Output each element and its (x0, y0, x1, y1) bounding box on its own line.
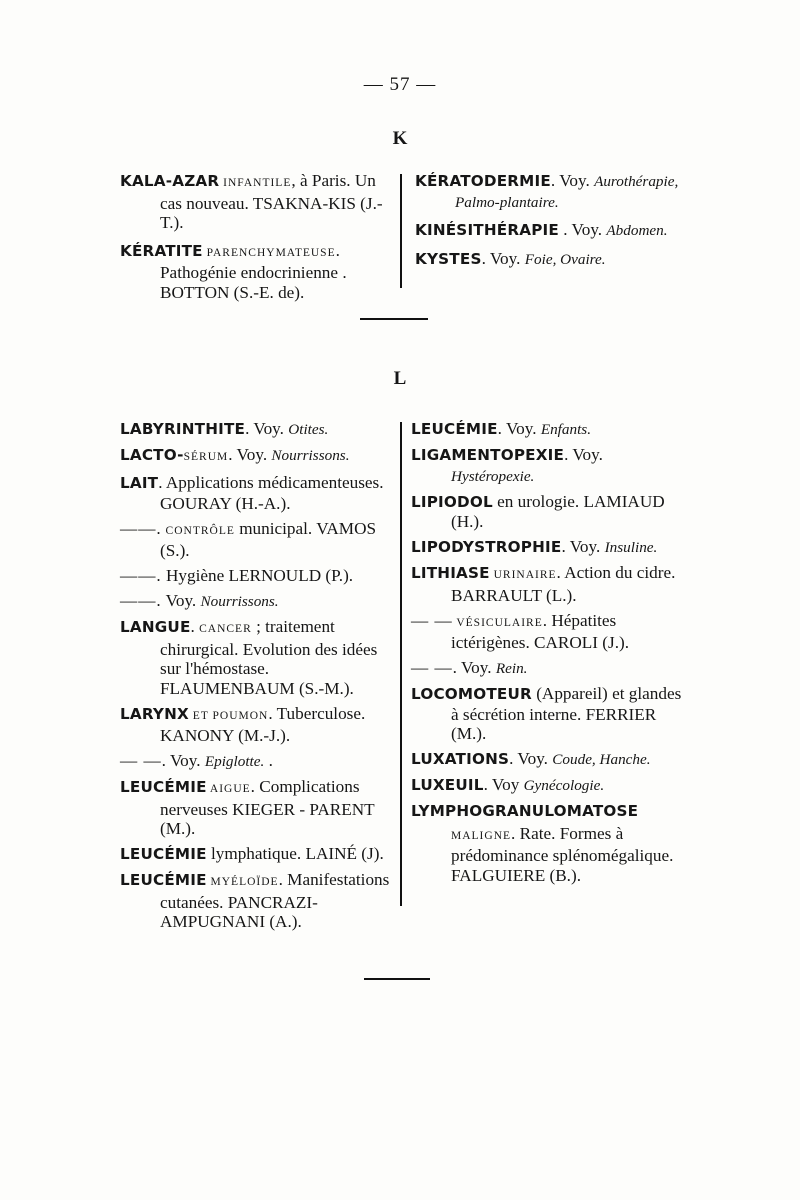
index-entry (411, 537, 687, 558)
index-entry (120, 473, 392, 513)
entry-cross-reference: Nourrissons. (271, 447, 350, 464)
entry-text: . Voy. (497, 419, 541, 438)
index-entry (120, 591, 392, 612)
section-k-left-column (120, 171, 388, 310)
entry-headword: LIGAMENTOPEXIE (411, 446, 565, 464)
entry-text: . Voy. (550, 171, 595, 190)
entry-text: . Voy. (509, 749, 553, 768)
entry-headword: LUXEUIL (411, 776, 484, 794)
entry-headword: KÉRATITE (120, 241, 203, 260)
section-l-right-column (411, 419, 687, 891)
entry-qualifier: CANCER (199, 623, 252, 635)
index-entry (120, 777, 392, 839)
index-entry (120, 566, 392, 586)
entry-headword: LITHIASE (411, 564, 490, 582)
index-entry (411, 684, 687, 744)
entry-text: . Voy. (481, 248, 525, 268)
index-entry (415, 220, 683, 241)
entry-text: . Voy (483, 775, 524, 794)
entry-cross-reference: Rein. (495, 660, 528, 677)
entry-ditto-dash: ——. (120, 518, 162, 538)
section-separator-rule (360, 318, 428, 320)
entry-text: . Voy. (228, 445, 272, 464)
entry-text: . Rate. Formes à prédominance splénomégalique. FALGUIERE (B.). (451, 823, 674, 885)
entry-headword: LYMPHOGRANULOMATOSE (411, 802, 639, 820)
index-entry (411, 658, 687, 679)
entry-cross-reference: Hystéropexie. (451, 467, 535, 485)
entry-text: ; traitement chirurgical. Evolution des idées sur l'hémostase. FLAUMENBAUM (S.-M.). (160, 617, 378, 698)
entry-headword: KÉRATODERMIE (415, 172, 551, 190)
entry-qualifier: MALIGNE (451, 829, 512, 842)
entry-qualifier: CONTRÔLE (161, 524, 235, 537)
entry-ditto-dash: — — (411, 610, 453, 630)
entry-text: en urologie. LAMIAUD (H.). (451, 491, 665, 531)
entry-text: . Voy. (161, 751, 205, 770)
entry-headword: LEUCÉMIE (411, 420, 498, 438)
entry-cross-reference: Abdomen. (606, 222, 668, 239)
entry-cross-reference: Gynécologie. (523, 777, 605, 794)
entry-cross-reference: Epiglotte. (204, 753, 265, 770)
index-entry (120, 844, 392, 865)
entry-text: . Manifestations cutanées. PANCRAZI-AMPUGNANI (A.). (160, 870, 390, 931)
entry-text: . Voy. (561, 537, 605, 556)
entry-ditto-dash: ——. (120, 591, 162, 610)
entry-ditto-dash: — — (120, 751, 162, 770)
section-l-left-column (120, 419, 392, 937)
index-entry (120, 519, 392, 561)
index-entry (120, 617, 392, 698)
entry-ditto-dash: ——. (120, 566, 162, 585)
section-letter-l: L (393, 368, 407, 389)
page-number: — 57 — (363, 74, 437, 95)
index-entry (411, 775, 687, 796)
bottom-rule (364, 978, 430, 980)
entry-text: . Voy. (564, 445, 603, 464)
entry-text: . Voy. (245, 419, 289, 438)
index-entry (120, 870, 392, 932)
index-entry (411, 419, 687, 440)
entry-headword: LANGUE (120, 618, 191, 636)
entry-qualifier: VÉSICULAIRE (452, 616, 543, 629)
column-divider-l (400, 422, 402, 906)
entry-headword: LEUCÉMIE (120, 778, 207, 796)
entry-text: . Pathogénie endocrinienne . BOTTON (S.-E. de). (160, 240, 347, 302)
entry-cross-reference: Nourrissons. (200, 593, 279, 610)
index-entry (120, 445, 392, 468)
entry-text: . Complications nerveuses KIEGER - PARENT (M.). (160, 777, 375, 838)
index-entry (120, 241, 388, 303)
entry-cross-reference: Coude, Hanche. (552, 751, 651, 768)
entry-text: municipal. VAMOS (S.). (160, 518, 377, 560)
index-entry (415, 171, 683, 212)
index-entry (120, 419, 392, 440)
entry-headword: LABYRINTHITE (120, 420, 246, 438)
entry-text: . (190, 617, 200, 636)
entry-cross-reference: Aurothérapie, Palmo-plantaire. (455, 173, 679, 211)
index-entry (120, 704, 392, 746)
entry-headword: LACTO- (120, 446, 184, 464)
entry-headword: KALA-AZAR (120, 172, 220, 190)
entry-headword: LUXATIONS (411, 750, 510, 768)
entry-text: . Voy. (452, 658, 496, 677)
index-entry (411, 492, 687, 532)
entry-qualifier: URINAIRE (489, 569, 557, 581)
index-entry (120, 171, 388, 233)
entry-text: , à Paris. Un cas nouveau. TSAKNA-KIS (J.-T.). (160, 171, 383, 232)
entry-qualifier: ET POUMON (188, 709, 269, 722)
index-entry (411, 563, 687, 605)
index-entry (411, 611, 687, 653)
entry-text: lymphatique. LAINÉ (J). (206, 844, 384, 863)
entry-headword: LAIT (120, 474, 159, 492)
entry-cross-reference: Otites. (288, 421, 329, 438)
entry-headword: LIPIODOL (411, 492, 493, 511)
column-divider-k (400, 174, 402, 288)
entry-text: (Appareil) et glandes à sécrétion interne. FERRIER (M.). (451, 684, 682, 743)
entry-text: . Applications médicamenteuses. GOURAY (H.-A.). (158, 473, 384, 513)
entry-text: Voy. (161, 591, 201, 610)
entry-headword: LARYNX (120, 704, 189, 723)
entry-qualifier: AIGUE (206, 783, 251, 795)
entry-text: . (264, 751, 273, 770)
entry-qualifier: INFANTILE (219, 177, 292, 189)
entry-headword: LEUCÉMIE (120, 845, 207, 863)
entry-text: Hygiène LERNOULD (P.). (161, 566, 354, 585)
entry-cross-reference: Enfants. (540, 421, 592, 438)
section-k-right-column (415, 171, 683, 277)
entry-text: . Action du cidre. BARRAULT (L.). (451, 563, 676, 605)
entry-qualifier: SÉRUM (183, 451, 229, 463)
entry-ditto-dash: — — (411, 658, 453, 677)
entry-text: . Voy. (558, 220, 607, 239)
entry-cross-reference: Insuline. (604, 539, 658, 556)
entry-headword: LIPODYSTROPHIE (411, 538, 562, 556)
entry-qualifier: MYÉLOÏDE (206, 876, 279, 888)
entry-cross-reference: Foie, Ovaire. (524, 250, 606, 268)
section-letter-k: K (392, 128, 408, 149)
entry-headword: KYSTES (415, 249, 482, 268)
index-entry (411, 445, 687, 486)
entry-text: . Hépatites ictérigènes. CAROLI (J.). (451, 610, 630, 652)
entry-headword: LEUCÉMIE (120, 871, 207, 889)
index-entry (411, 801, 687, 885)
entry-headword: LOCOMOTEUR (411, 685, 532, 703)
index-entry (415, 249, 683, 270)
entry-text: . Tuberculose. KANONY (M.-J.). (160, 703, 366, 745)
index-entry (411, 749, 687, 770)
entry-headword: KINÉSITHÉRAPIE (415, 221, 559, 239)
entry-qualifier: PARENCHYMATEUSE (202, 246, 336, 259)
index-entry (120, 751, 392, 772)
